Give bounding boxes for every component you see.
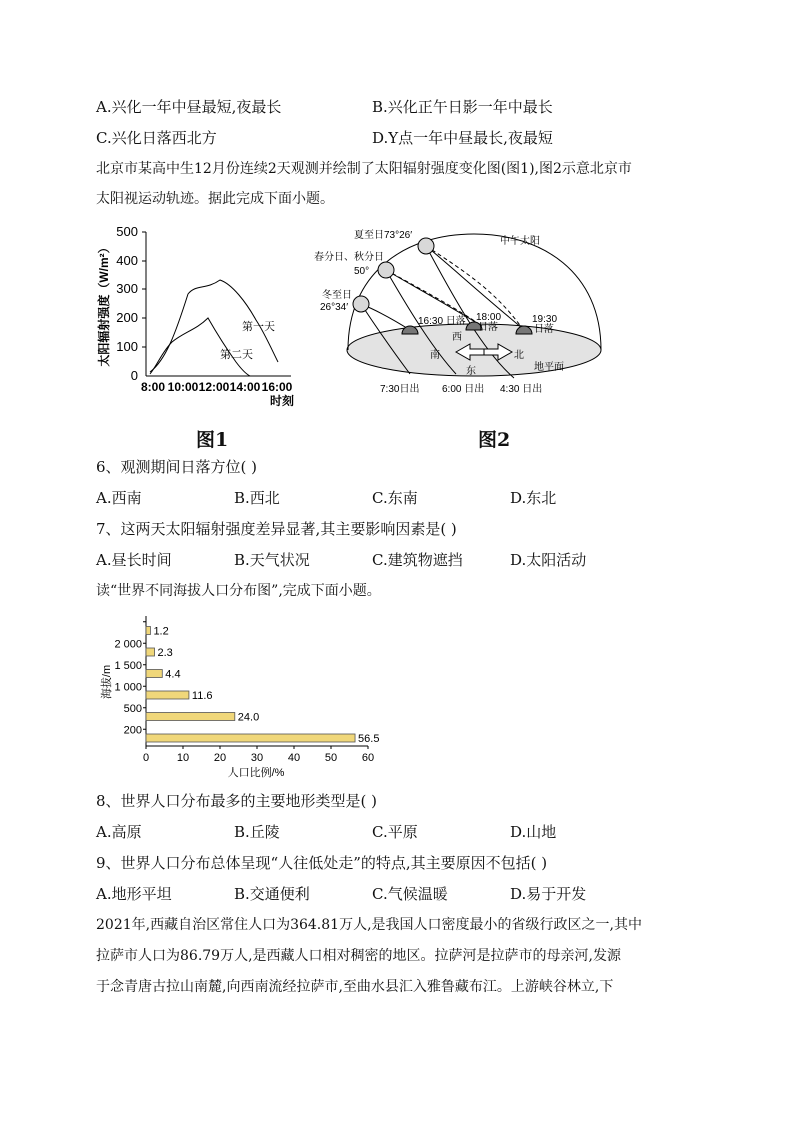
- pop-bar: [146, 713, 235, 721]
- pop-xtick-label: 0: [142, 752, 150, 764]
- fig1-legend-day2: 第二天: [220, 349, 253, 361]
- figure-1-caption: 图1: [196, 429, 229, 451]
- fig2-label-winter: 冬至日: [322, 290, 352, 301]
- intro3-line2: 拉萨市人口为86.79万人,是西藏人口相对稠密的地区。拉萨河是拉萨市的母亲河,发源: [96, 948, 621, 964]
- fig1-ytick-100: 100: [116, 339, 138, 354]
- pop-ytick-label: 500: [123, 702, 142, 715]
- pop-ytick-label: 1 500: [114, 659, 142, 672]
- pop-ylabel: 海拔/m: [101, 664, 113, 700]
- fig2-equinox-sun: [378, 262, 394, 278]
- pop-bar: [146, 648, 155, 656]
- q5-option-c[interactable]: C.兴化日落西北方: [96, 129, 217, 147]
- fig2-label-north: 北: [514, 350, 524, 361]
- intro2-text: 读“世界不同海拔人口分布图”,完成下面小题。: [96, 583, 381, 599]
- q9-option-b[interactable]: B.交通便利: [234, 885, 310, 903]
- fig2-label-rise-430: 4:30 日出: [500, 384, 543, 395]
- fig2-label-horizon: 地平面: [534, 362, 564, 373]
- pop-bar-value-label: 2.3: [157, 647, 173, 659]
- pop-ytick-label: 200: [123, 724, 142, 737]
- pop-xtick-label: 60: [361, 752, 375, 764]
- fig1-xlabel: 时刻: [269, 394, 295, 408]
- intro3-line1: 2021年,西藏自治区常住人口为364.81万人,是我国人口密度最小的省级行政区之一,其中: [96, 917, 642, 933]
- q5-option-d[interactable]: D.Y点一年中昼最长,夜最短: [372, 129, 553, 147]
- figure-1-radiation-chart: [96, 222, 306, 412]
- pop-bar-value-label: 4.4: [165, 668, 181, 681]
- pop-xtick-label: 10: [176, 752, 190, 764]
- q5-option-a[interactable]: A.兴化一年中昼最短,夜最长: [96, 98, 282, 116]
- pop-ytick-label: 1 000: [114, 681, 142, 694]
- q7-option-d[interactable]: D.太阳活动: [510, 551, 587, 569]
- pop-xtick-label: 50: [324, 752, 338, 764]
- fig2-label-set-1930: 19:30: [532, 314, 558, 325]
- q9-option-d[interactable]: D.易于开发: [510, 885, 587, 903]
- q8-option-b[interactable]: B.丘陵: [234, 823, 280, 841]
- q9-option-c[interactable]: C.气候温暖: [372, 885, 448, 903]
- fig2-winter-sun: [353, 296, 369, 312]
- fig1-xtick-0800: 8:00: [140, 380, 166, 394]
- q8-stem: 8、世界人口分布最多的主要地形类型是( ): [96, 792, 378, 810]
- pop-xtick-label: 40: [287, 752, 301, 764]
- intro1-line2: 太阳视运动轨迹。据此完成下面小题。: [96, 191, 334, 207]
- q6-option-d[interactable]: D.东北: [510, 489, 557, 507]
- pop-bar-value-label: 56.5: [358, 733, 380, 745]
- fig2-label-rise-600: 6:00 日出: [442, 384, 485, 395]
- fig2-label-summer: 夏至日73°26′: [354, 230, 413, 241]
- fig2-label-noon: 中午太阳: [500, 236, 540, 247]
- q6-option-c[interactable]: C.东南: [372, 489, 418, 507]
- fig2-label-rise-730: 7:30日出: [380, 384, 420, 395]
- q5-option-b[interactable]: B.兴化正午日影一年中最长: [372, 98, 553, 116]
- fig1-xtick-1000: 10:00: [167, 380, 199, 394]
- fig2-label-set-1800b: 日落: [478, 322, 498, 333]
- pop-bar-value-label: 11.6: [191, 690, 213, 702]
- fig2-label-equinox-angle: 50°: [354, 266, 370, 277]
- q8-option-d[interactable]: D.山地: [510, 823, 557, 841]
- fig1-ylabel: 太阳辐射强度（W/m²）: [97, 241, 111, 367]
- pop-bar-value-label: 24.0: [237, 711, 260, 724]
- fig1-xtick-1400: 14:00: [229, 380, 261, 394]
- pop-bar-value-label: 1.2: [153, 625, 169, 638]
- fig2-summer-sun: [418, 238, 434, 254]
- fig1-ytick-500: 500: [116, 224, 138, 239]
- fig1-xtick-1600: 16:00: [261, 380, 293, 394]
- q9-option-a[interactable]: A.地形平坦: [96, 885, 172, 903]
- population-altitude-chart: [96, 612, 406, 780]
- fig2-label-set-1930b: 日落: [534, 324, 554, 335]
- q7-stem: 7、这两天太阳辐射强度差异显著,其主要影响因素是( ): [96, 520, 457, 538]
- q9-stem: 9、世界人口分布总体呈现“人往低处走”的特点,其主要原因不包括( ): [96, 854, 548, 872]
- pop-xlabel: 人口比例/%: [227, 767, 285, 779]
- figure-2-caption: 图2: [478, 429, 511, 451]
- pop-xtick-label: 20: [213, 752, 227, 764]
- fig2-label-winter-angle: 26°34′: [320, 302, 349, 313]
- fig2-label-equinox: 春分日、秋分日: [314, 252, 384, 263]
- fig1-series-day2: [150, 318, 250, 376]
- q8-option-c[interactable]: C.平原: [372, 823, 418, 841]
- fig2-label-set-1800: 18:00: [476, 312, 502, 323]
- fig1-ytick-400: 400: [116, 253, 138, 268]
- fig2-label-east: 东: [466, 366, 476, 377]
- q7-option-b[interactable]: B.天气状况: [234, 551, 310, 569]
- fig1-ytick-300: 300: [116, 281, 138, 296]
- fig2-label-south: 南: [430, 350, 440, 361]
- q7-option-a[interactable]: A.昼长时间: [96, 551, 172, 569]
- fig1-xtick-1200: 12:00: [198, 380, 230, 394]
- pop-bar: [146, 734, 355, 742]
- pop-bar: [146, 627, 150, 635]
- q6-option-a[interactable]: A.西南: [96, 489, 142, 507]
- pop-xtick-label: 30: [250, 752, 264, 764]
- fig2-label-set-1630: 16:30 日落: [418, 316, 466, 327]
- fig2-label-west: 西: [452, 332, 462, 343]
- q8-option-a[interactable]: A.高原: [96, 823, 142, 841]
- intro1-line1: 北京市某高中生12月份连续2天观测并绘制了太阳辐射强度变化图(图1),图2示意北京市: [96, 161, 632, 177]
- q6-stem: 6、观测期间日落方位( ): [96, 458, 258, 476]
- q6-option-b[interactable]: B.西北: [234, 489, 280, 507]
- pop-ytick-label: 2 000: [114, 638, 142, 651]
- fig1-legend-day1: 第一天: [242, 321, 275, 333]
- intro3-line3: 于念青唐古拉山南麓,向西南流经拉萨市,至曲水县汇入雅鲁藏布江。上游峡谷林立,下: [96, 979, 614, 995]
- fig1-ytick-200: 200: [116, 310, 138, 325]
- fig1-ytick-0: 0: [130, 368, 138, 383]
- pop-bar: [146, 670, 162, 678]
- q7-option-c[interactable]: C.建筑物遮挡: [372, 551, 463, 569]
- pop-bar: [146, 691, 189, 699]
- figure-2-sun-path: [306, 222, 606, 402]
